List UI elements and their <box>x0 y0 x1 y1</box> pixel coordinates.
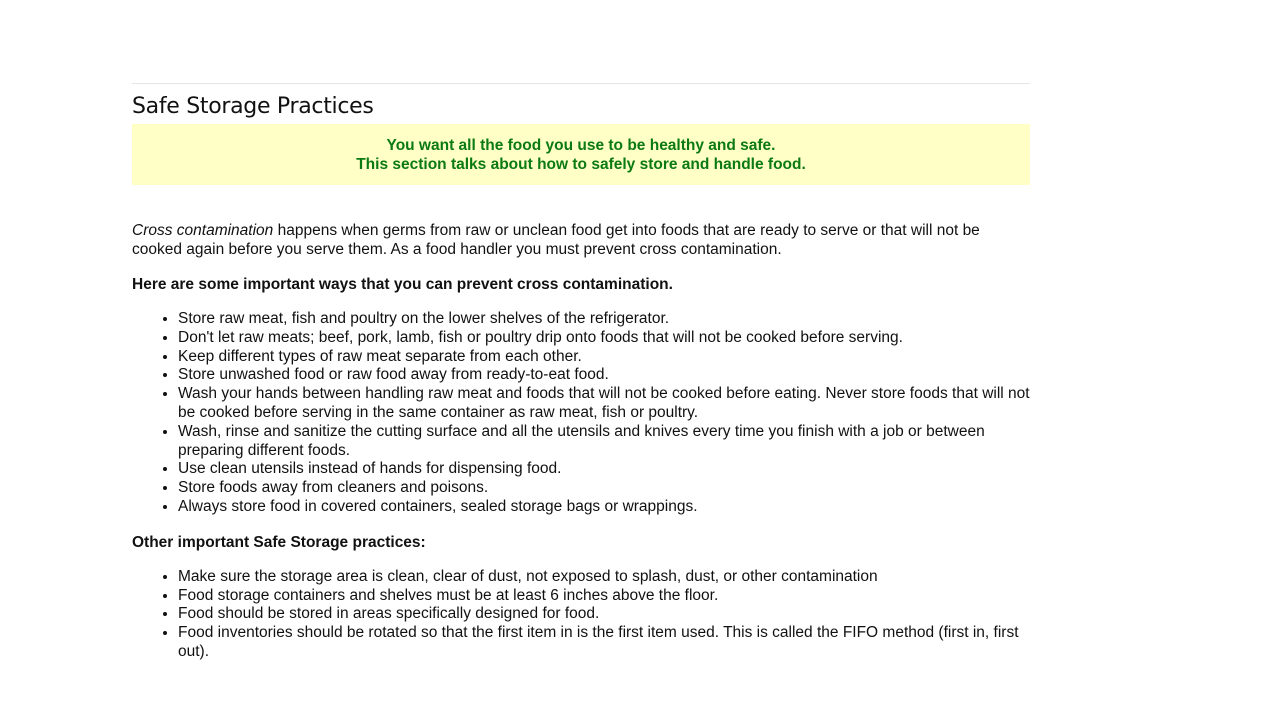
prevent-list <box>132 310 1030 517</box>
callout-line-2: This section talks about how to safely store and handle food. <box>356 155 806 173</box>
list-item: • Keep different types of raw meat separate from each other. <box>178 348 1030 367</box>
list-item: • Food storage containers and shelves must be at least 6 inches above the floor. <box>178 587 1030 606</box>
list-item: • Store unwashed food or raw food away from ready-to-eat food. <box>178 366 1030 385</box>
list-item: • Wash, rinse and sanitize the cutting surface and all the utensils and knives every time you finish with a job or between preparing different foods. <box>178 423 1030 461</box>
section-heading-other: Other important Safe Storage practices: <box>132 533 426 551</box>
document-page <box>132 83 1030 662</box>
list-item: • Don't let raw meats; beef, pork, lamb, fish or poultry drip onto foods that will not be cooked before serving. <box>178 329 1030 348</box>
top-divider <box>132 83 1030 84</box>
list-item: • Always store food in covered containers, sealed storage bags or wrappings. <box>178 498 1030 517</box>
list-item: • Wash your hands between handling raw meat and foods that will not be cooked before eating. Never store foods that will not be cooked before serving in the same container as raw meat, fish or poultry. <box>178 385 1030 423</box>
list-item: • Make sure the storage area is clean, clear of dust, not exposed to splash, dust, or other contamination <box>178 568 1030 587</box>
intro-term: Cross contamination <box>132 222 274 239</box>
list-item: • Food should be stored in areas specifically designed for food. <box>178 605 1030 624</box>
list-item: • Use clean utensils instead of hands for dispensing food. <box>178 460 1030 479</box>
intro-text: happens when germs from raw or unclean food get into foods that are ready to serve or that will not be cooked again before you serve them. As a food handler you must prevent cross contamination. <box>132 222 980 258</box>
list-item: • Food inventories should be rotated so that the first item in is the first item used. This is called the FIFO method (first in, first out). <box>178 624 1030 662</box>
list-item: • Store foods away from cleaners and poisons. <box>178 479 1030 498</box>
callout-line-1: You want all the food you use to be healthy and safe. <box>386 136 776 154</box>
section-heading-prevent: Here are some important ways that you can prevent cross contamination. <box>132 276 673 293</box>
page-title: Safe Storage Practices <box>132 94 374 119</box>
intro-callout <box>132 124 1030 185</box>
intro-paragraph <box>132 221 1030 259</box>
other-practices-list <box>132 568 1030 662</box>
list-item: • Store raw meat, fish and poultry on the lower shelves of the refrigerator. <box>178 310 1030 329</box>
